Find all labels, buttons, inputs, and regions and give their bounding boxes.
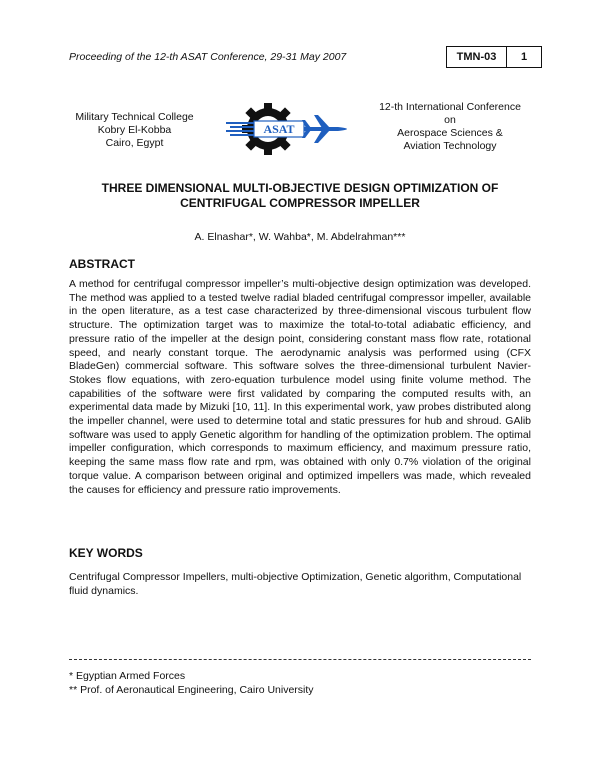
conference-line: Aerospace Sciences & [397, 127, 503, 139]
abstract-text: A method for centrifugal compressor impeller’s multi-objective design optimization was developed. The method was applied to a tested twelve radial bladed centrifugal compressor impeller, available in the open literature, as a test case characterized by three-dimensional viscous turbulent flow structure. The optimization target was to maximize the total-to-total adiabatic efficiency, and pressure ratio of the impeller at the design point, considering constant mass flow rate, rotational speed, and nearly constant torque. The aerodynamic analysis was performed using (CFX BladeGen) commercial software. This software solves the three-dimensional turbulent Navier-Stokes flow equations, with zero-equation turbulence model using finite volume method. The capabilities of the software were first validated by comparing the computed results with, an experimental data made by Mizuki [10, 11]. In this experimental work, yaw probes distributed along the impeller channel, were used to determine total and static pressures for hub and shroud. GAlib software was used to apply Genetic algorithm for handling of the optimization problem. The optimal impeller configuration, which corresponds to maximum efficiency, and maximum pressure ratio, keeping the same mass flow rate and rpm, was obtained with only 0.7% violation of the original torque value. A comparison between original and optimized impellers was made, which revealed the causes for efficiency and pressure ratio improvements. [69, 278, 531, 496]
footnotes [69, 669, 531, 697]
title-line: THREE DIMENSIONAL MULTI-OBJECTIVE DESIGN OPTIMIZATION OF [101, 181, 499, 195]
asat-logo [226, 101, 348, 157]
conference-line: on [444, 114, 456, 126]
conference-proceeding-line: Proceeding of the 12-th ASAT Conference, 29-31 May 2007 [69, 51, 347, 63]
abstract-heading: ABSTRACT [69, 257, 135, 271]
affiliation-line: Cairo, Egypt [105, 137, 164, 149]
airplane-icon [302, 115, 347, 143]
page-number: 1 [520, 51, 528, 63]
conference-block [365, 101, 535, 153]
affiliation-line: Military Technical College [75, 111, 194, 123]
affiliation-line: Kobry El-Kobba [97, 124, 172, 136]
author-list: A. Elnashar*, W. Wahba*, M. Abdelrahman*** [194, 231, 406, 243]
footnote-divider [69, 659, 531, 660]
title-line: CENTRIFUGAL COMPRESSOR IMPELLER [180, 196, 420, 210]
conference-line: Aviation Technology [403, 140, 497, 152]
keywords-heading: KEY WORDS [69, 546, 143, 560]
keywords-text: Centrifugal Compressor Impellers, multi-objective Optimization, Genetic algorithm, Computational fluid dynamics. [69, 571, 522, 597]
conference-line: 12-th International Conference [379, 101, 521, 113]
affiliation-block [52, 111, 217, 150]
logo-text: ASAT [263, 122, 295, 136]
paper-code: TMN-03 [447, 47, 507, 67]
footnote: * Egyptian Armed Forces [69, 670, 186, 682]
paper-id-box [446, 46, 542, 68]
paper-title [40, 181, 560, 211]
footnote: ** Prof. of Aeronautical Engineering, Cairo University [69, 684, 314, 696]
